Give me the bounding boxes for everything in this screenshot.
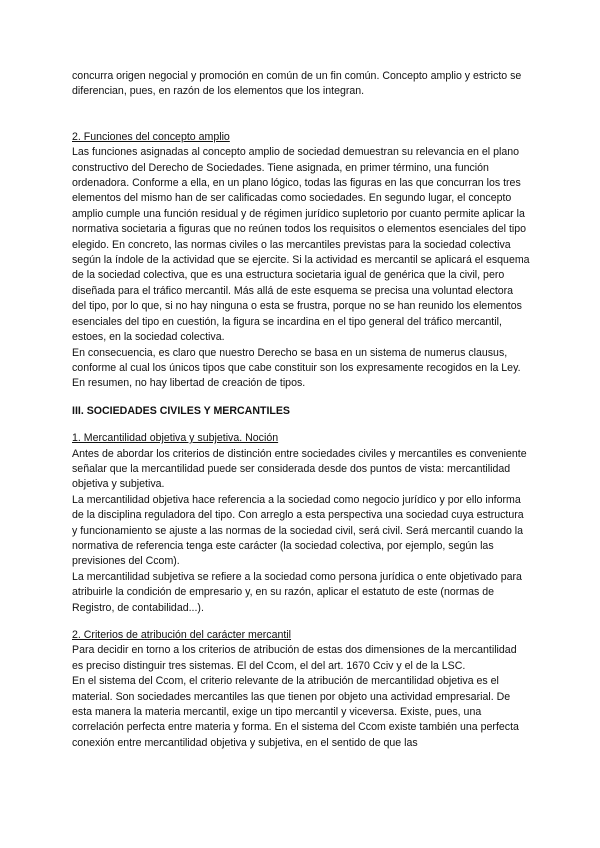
subsection-1-paragraph-3: La mercantilidad subjetiva se refiere a la sociedad como persona jurídica o ente objetivado para atribuirle la condición de empresario y, en su razón, aplicar el estatuto de este (normas de Registro, de contabilidad...). [72, 570, 522, 614]
subsection-1-paragraph-2: La mercantilidad objetiva hace referencia a la sociedad como negocio jurídico y por ello informa de la disciplina reguladora del tipo. Con arreglo a esta perspectiva una sociedad cuya estructura y funcionamiento se ajuste a las normas de la sociedad civil, será civil. Será mercantil cuando la normativa de referencia tenga este carácter (la sociedad colectiva, por ejemplo, según las previsiones del Ccom). [72, 493, 524, 568]
subsection-1-heading: 1. Mercantilidad objetiva y subjetiva. Noción [72, 432, 279, 445]
section-2-heading: 2. Funciones del concepto amplio [72, 130, 230, 143]
subsection-2-heading: 2. Criterios de atribución del carácter mercantil [72, 629, 292, 641]
section-iii-title: III. SOCIEDADES CIVILES Y MERCANTILES [72, 404, 290, 417]
subsection-2-paragraph-2: En el sistema del Ccom, el criterio relevante de la atribución de mercantilidad objetiva es el material. Son sociedades mercantiles las que tienen por objeto una actividad empresarial. De esta manera la materia mercantil, exige un tipo mercantil y viceversa. Existe, pues, una correlación perfecta entre materia y forma. En el sistema del Ccom existe también una perfecta conexión entre mercantilidad objetiva y subjetiva, en el sentido de que las [72, 675, 519, 749]
section-2-paragraph-2: En consecuencia, es claro que nuestro Derecho se basa en un sistema de numerus clausus, conforme al cual los únicos tipos que cabe constituir son los expresamente recogidos en la Ley. En resumen, no hay libertad de creación de tipos. [72, 346, 521, 390]
section-2-paragraph-1: Las funciones asignadas al concepto amplio de sociedad demuestran su relevancia en el plano constructivo del Derecho de Sociedades. Tiene asignada, en primer término, una función ordenadora. Conforme a ella, en un plano lógico, todas las figuras en las que concurran los tres elementos del mismo han de ser calificadas como sociedades. En segundo lugar, el concepto amplio cumple una función residual y de régimen jurídico supletorio por cuanto permite aplicar la normativa societaria a figuras que no reúnen todos los requisitos o elementos esenciales del tipo elegido. En concreto, las normas civiles o las mercantiles previstas para la sociedad colectiva según la índole de la actividad que se ejercite. Si la actividad es mercantil se aplicará el esquema de la sociedad colectiva, que es una estructura societaria igual de genérica que la civil, pero diseñada para el tráfico mercantil. Más allá de este esquema se precisa una voluntad electora del tipo, por lo que, si no hay ninguna o esta se frustra, porque no se han reunido los elementos esenciales del tipo en cuestión, la figura se incardina en el tipo general del tráfico mercantil, estoes, en la sociedad colectiva. [72, 146, 530, 344]
subsection-2-paragraph-1: Para decidir en torno a los criterios de atribución de estas dos dimensiones de la mercantilidad es preciso distinguir tres sistemas. El del Ccom, el del art. 1670 Cciv y el de la LSC. [72, 644, 517, 672]
document-page [72, 69, 530, 751]
intro-paragraph: concurra origen negocial y promoción en común de un fin común. Concepto amplio y estricto se diferencian, pues, en razón de los elementos que los integran. [72, 70, 522, 98]
subsection-1-paragraph-1: Antes de abordar los criterios de distinción entre sociedades civiles y mercantiles es conveniente señalar que la mercantilidad puede ser considerada desde dos puntos de vista: mercantilidad objetiva y subjetiva. [72, 447, 527, 491]
